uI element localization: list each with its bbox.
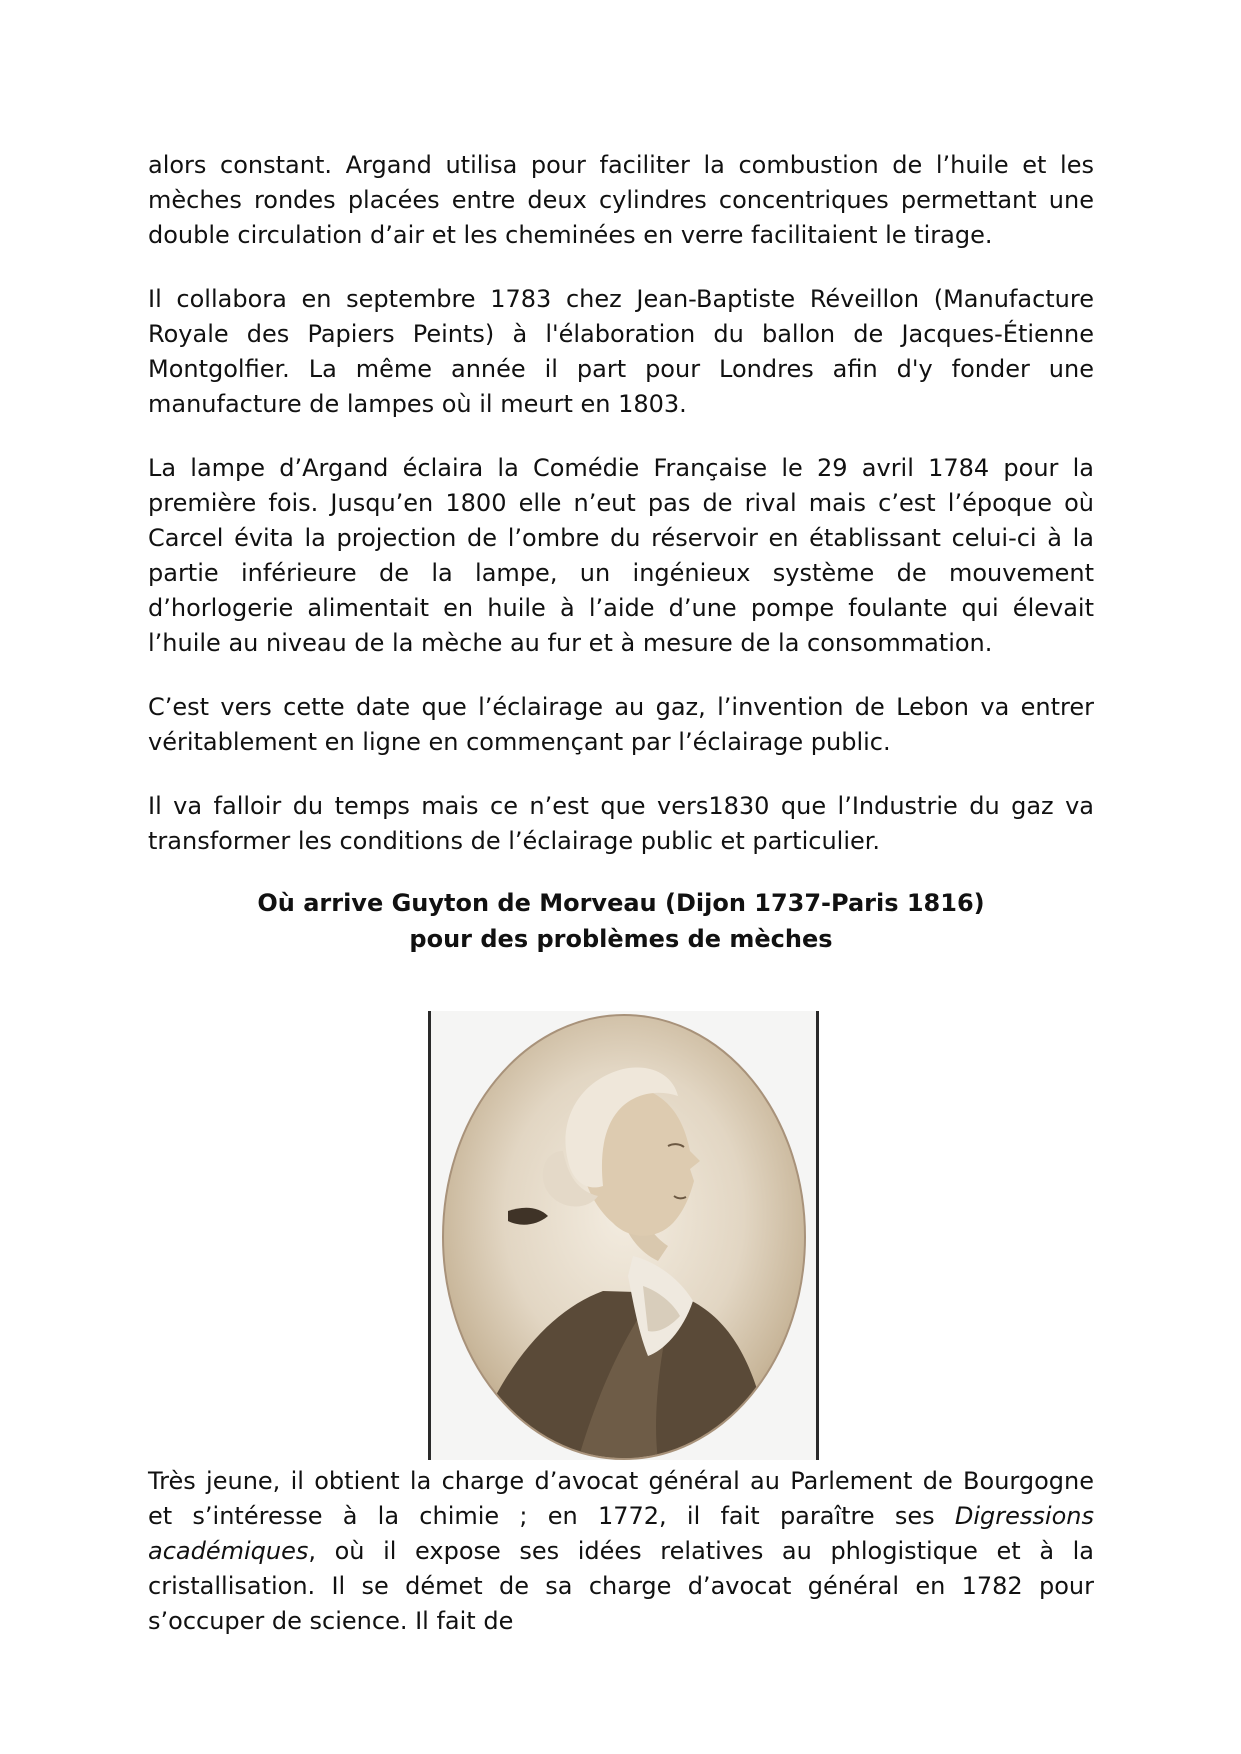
section-heading-line-2: pour des problèmes de mèches [409, 925, 833, 953]
document-page-continued [148, 1464, 1094, 1639]
section-heading [148, 885, 1094, 957]
section-heading-line-1: Où arrive Guyton de Morveau (Dijon 1737-Paris 1816) [257, 889, 985, 917]
portrait-image [428, 1011, 819, 1460]
paragraph-6-text-2: , où il expose ses idées relatives au phlogistique et à la cristallisation. Il se démet de sa charge d’avocat général en 1782 pour s’occuper de science. Il fait de [148, 1537, 1094, 1635]
portrait-border-left [428, 1011, 431, 1460]
portrait-engraving [428, 1011, 819, 1460]
paragraph-6 [148, 1464, 1094, 1639]
paragraph-3: La lampe d’Argand éclaira la Comédie Française le 29 avril 1784 pour la première fois. Jusqu’en 1800 elle n’eut pas de rival mais c’est l’époque où Carcel évita la projection de l’ombre du réservoir en établissant celui-ci à la partie inférieure de la lampe, un ingénieux système de mouvement d’horlogerie alimentait en huile à l’aide d’une pompe foulante qui élevait l’huile au niveau de la mèche au fur et à mesure de la consommation. [148, 454, 1094, 657]
paragraph-5: Il va falloir du temps mais ce n’est que vers1830 que l’Industrie du gaz va transformer les conditions de l’éclairage public et particulier. [148, 792, 1094, 855]
portrait-border-right [816, 1011, 819, 1460]
paragraph-6-italic-title: Digressions académiques [148, 1502, 1094, 1565]
document-page [148, 148, 1094, 987]
paragraph-1: alors constant. Argand utilisa pour faciliter la combustion de l’huile et les mèches rondes placées entre deux cylindres concentriques permettant une double circulation d’air et les cheminées en verre facilitaient le tirage. [148, 151, 1094, 249]
paragraph-4: C’est vers cette date que l’éclairage au gaz, l’invention de Lebon va entrer véritablement en ligne en commençant par l’éclairage public. [148, 693, 1094, 756]
paragraph-6-text-1: Très jeune, il obtient la charge d’avocat général au Parlement de Bourgogne et s’intéresse à la chimie ; en 1772, il fait paraître ses [148, 1467, 1094, 1530]
paragraph-2: Il collabora en septembre 1783 chez Jean-Baptiste Réveillon (Manufacture Royale des Papiers Peints) à l'élaboration du ballon de Jacques-Étienne Montgolfier. La même année il part pour Londres afin d'y fonder une manufacture de lampes où il meurt en 1803. [148, 285, 1094, 418]
